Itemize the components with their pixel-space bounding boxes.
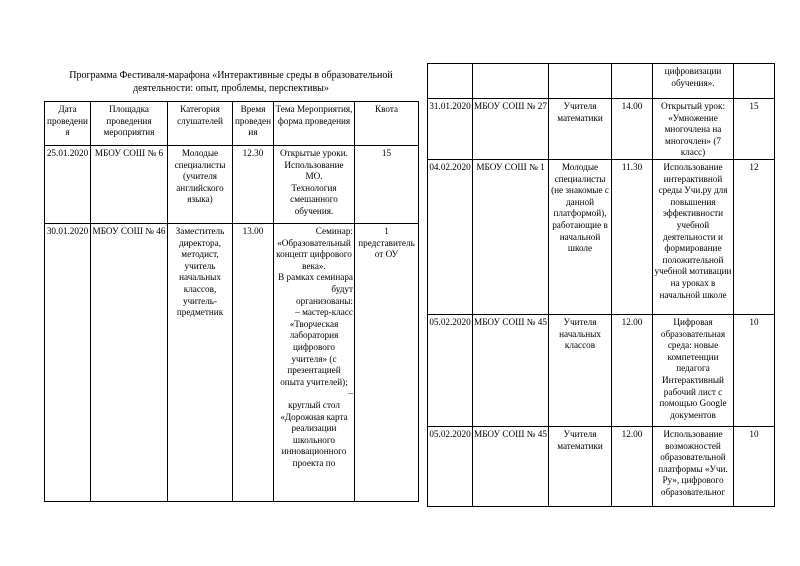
cell-category: Учителя математики	[549, 426, 612, 506]
cell-category: Учителя начальных классов	[549, 314, 612, 426]
cell-quota: 15	[355, 146, 419, 224]
table-row	[45, 146, 419, 224]
topic-line: –	[348, 388, 353, 399]
cell-category: Заместитель директора, методист, учитель начальных классов, учитель-предметник	[168, 224, 233, 502]
document-title	[45, 69, 417, 95]
header-topic: Тема Мероприятия, форма проведения	[274, 102, 355, 146]
cell-date: 25.01.2020	[45, 146, 91, 224]
cell-category: Молодые специалисты (не знакомые с данной платформой), работающие в начальной школе	[549, 159, 612, 314]
cell-time: 12.00	[612, 426, 653, 506]
topic-line: Использование МО.	[284, 159, 344, 182]
topic-line: «Творческая лаборатория цифрового учителя» (с презентацией опыта учителей);	[280, 318, 348, 387]
cell-topic: Использование возможностей образовательной платформы «Учи. Ру», цифрового образовательног	[653, 426, 734, 506]
cell-venue: МБОУ СОШ № 46	[91, 224, 168, 502]
topic-line: Открытый урок:	[660, 101, 726, 111]
header-time: Время проведения	[233, 102, 274, 146]
cell-venue: МБОУ СОШ № 45	[473, 314, 549, 426]
header-category: Категория слушателей	[168, 102, 233, 146]
program-table-left	[44, 101, 419, 502]
cell-time: 11.30	[612, 159, 653, 314]
cell-date: 05.02.2020	[428, 426, 473, 506]
cell-date: 30.01.2020	[45, 224, 91, 502]
topic-line: круглый стол «Дорожная карта реализации школьного инновационного проекта по	[280, 399, 348, 468]
cell-quota: 1 представитель от ОУ	[355, 224, 419, 502]
cell-time: 12.00	[612, 314, 653, 426]
topic-line: Технология смешанного	[290, 182, 338, 205]
topic-line: В рамках семинара будут организованы:	[278, 272, 353, 306]
cell-date: 04.02.2020	[428, 159, 473, 314]
cell-topic: Использование интерактивной среды Учи.ру для повышения эффективности учебной деятельности и формирование положительной учебной мотивации на уроках в начальной школе	[653, 159, 734, 314]
cell-topic: Цифровая образовательная среда: новые компетенции педагога Интерактивный рабочий лист с помощью Google документов	[653, 314, 734, 426]
cell-category: Молодые специалисты (учителя английского языка)	[168, 146, 233, 224]
cell-quota: 10	[734, 426, 775, 506]
table-row	[428, 426, 775, 506]
cell-time: 13.00	[233, 224, 274, 502]
cell-date: 05.02.2020	[428, 314, 473, 426]
cell-time: 14.00	[612, 99, 653, 160]
topic-line: Семинар:	[315, 226, 353, 236]
title-line-2: деятельности: опыт, проблемы, перспективы»	[133, 83, 329, 94]
cell-venue: МБОУ СОШ № 1	[473, 159, 549, 314]
table-header-row	[45, 102, 419, 146]
cell-quota: 15	[734, 99, 775, 160]
topic-line: «Умножение многочлена на многочлен» (7 класс)	[664, 112, 722, 158]
header-date: Дата проведения	[45, 102, 91, 146]
table-row	[428, 159, 775, 314]
cell-quota: 10	[734, 314, 775, 426]
header-venue: Площадка проведения мероприятия	[91, 102, 168, 146]
cell-date: 31.01.2020	[428, 99, 473, 160]
table-row	[45, 224, 419, 502]
continuation-row	[428, 64, 775, 99]
cell-topic-continuation: цифровизации обучения».	[653, 64, 734, 99]
cell-topic	[274, 224, 355, 502]
program-table-right	[427, 63, 775, 507]
table-row	[428, 314, 775, 426]
cell-quota: 12	[734, 159, 775, 314]
header-quota: Квота	[355, 102, 419, 146]
topic-line: обучения.	[294, 205, 334, 216]
cell-topic	[274, 146, 355, 224]
title-line-1: Программа Фестиваля-марафона «Интерактивные среды в образовательной	[69, 70, 393, 81]
topic-line: Открытые уроки.	[280, 148, 348, 158]
topic-line: – мастер-класс	[295, 307, 353, 318]
cell-venue: МБОУ СОШ № 27	[473, 99, 549, 160]
cell-category: Учителя математики	[549, 99, 612, 160]
cell-topic	[653, 99, 734, 160]
table-row	[428, 99, 775, 160]
cell-venue: МБОУ СОШ № 45	[473, 426, 549, 506]
cell-time: 12.30	[233, 146, 274, 224]
cell-venue: МБОУ СОШ № 6	[91, 146, 168, 224]
topic-line: «Образовательный концепт цифрового века».	[276, 237, 352, 271]
